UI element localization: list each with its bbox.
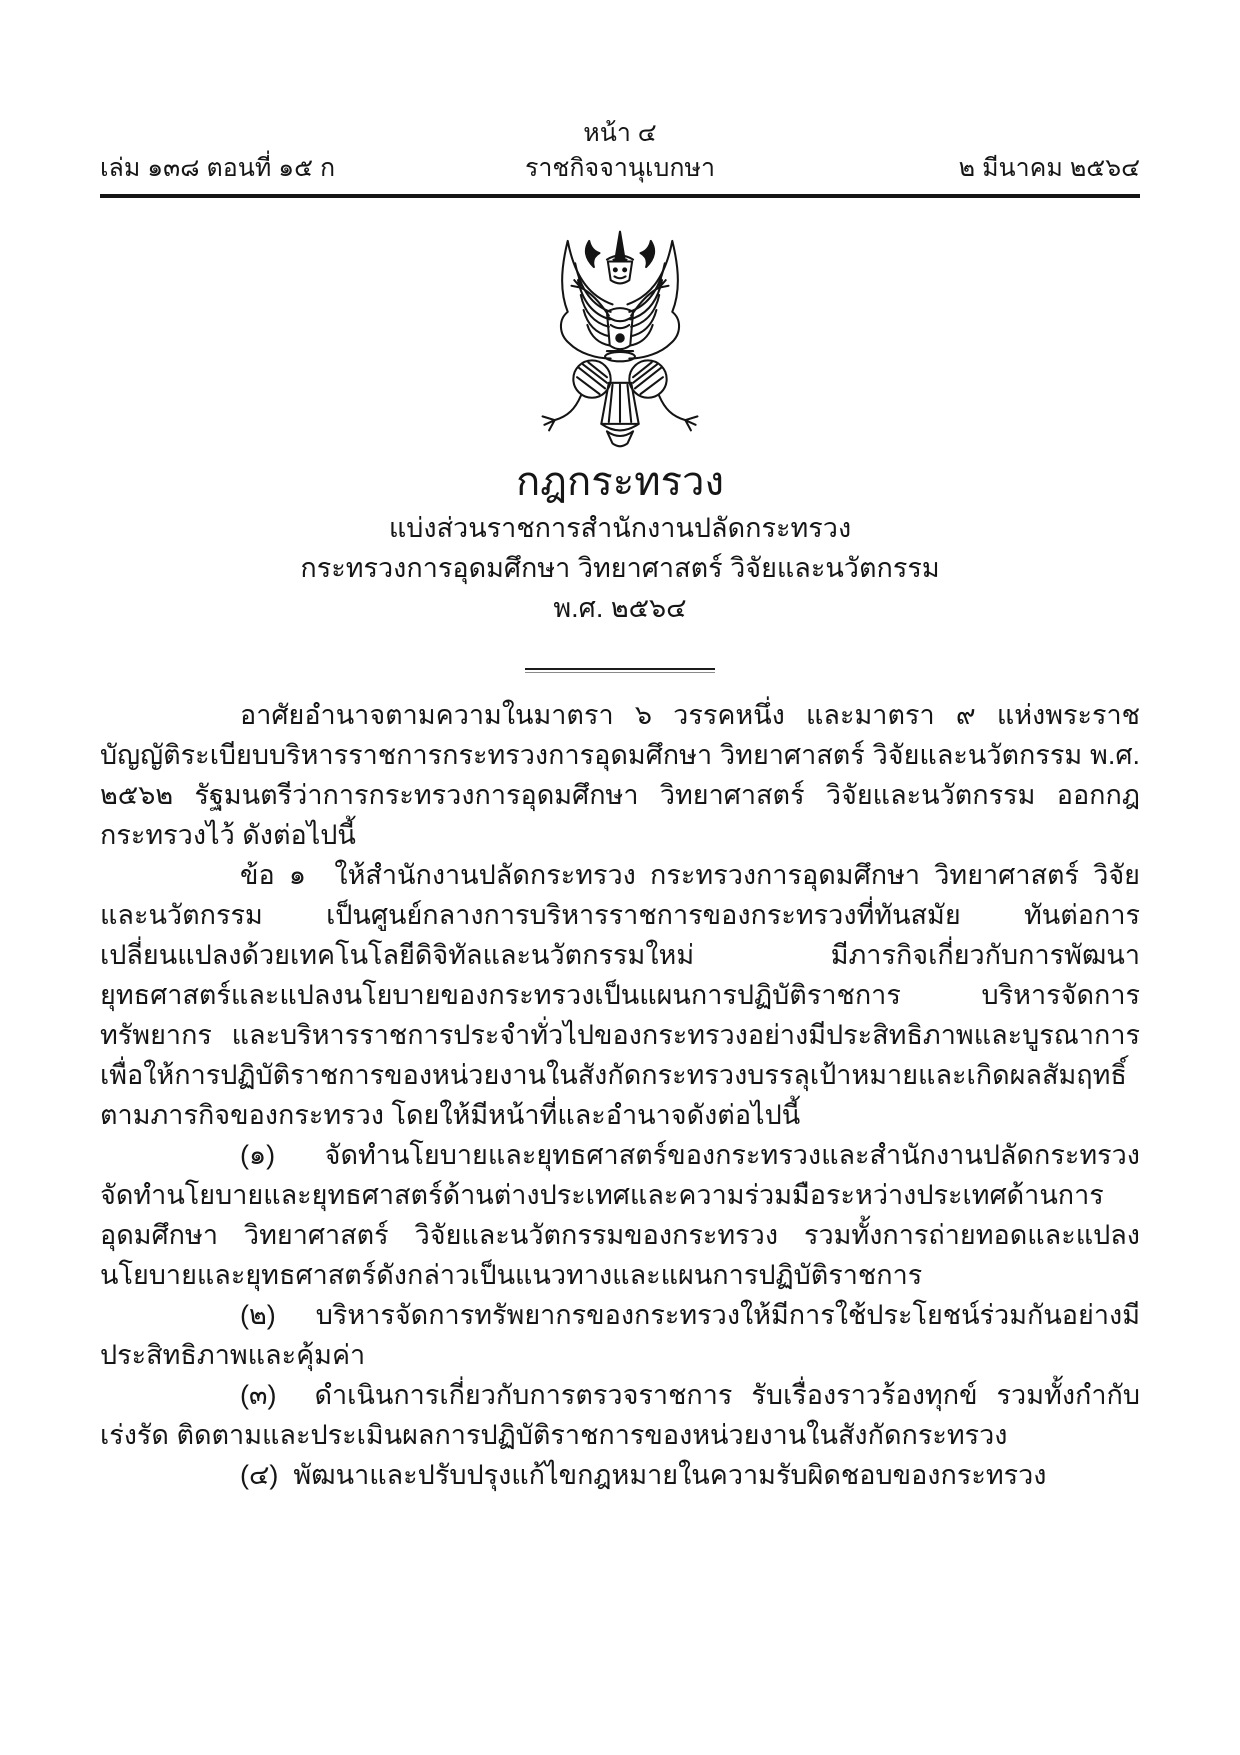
paragraph-item-1: (๑) จัดทำนโยบายและยุทธศาสตร์ของกระทรวงและสำนักงานปลัดกระทรวง จัดทำนโยบายและยุทธศาสตร์ด้านต่างประเทศและความร่วมมือระหว่างประเทศด้านการอุดมศึกษา วิทยาศาสตร์ วิจัยและนวัตกรรมของกระทรวง รวมทั้งการถ่ายทอดและแปลงนโยบายและยุทธศาสตร์ดังกล่าวเป็นแนวทางและแผนการปฏิบัติราชการ: [100, 1140, 1140, 1290]
publication-date-label: ๒ มีนาคม ๒๕๖๔: [958, 154, 1141, 182]
header-rule: [100, 194, 1140, 198]
document-subtitle-line-2: กระทรวงการอุดมศึกษา วิทยาศาสตร์ วิจัยและนวัตกรรม: [300, 553, 940, 583]
paragraph-item-3: (๓) ดำเนินการเกี่ยวกับการตรวจราชการ รับเรื่องราวร้องทุกข์ รวมทั้งกำกับ เร่งรัด ติดตามและประเมินผลการปฏิบัติราชการของหน่วยงานในสังกัดกระทรวง: [100, 1380, 1140, 1450]
paragraph-item-4: (๔) พัฒนาและปรับปรุงแก้ไขกฎหมายในความรับผิดชอบของกระทรวง: [240, 1460, 1047, 1490]
garuda-emblem-icon: [525, 226, 715, 450]
section-divider-rule: [525, 668, 715, 673]
document-body: [100, 695, 1140, 1495]
volume-issue-label: เล่ม ๑๓๘ ตอนที่ ๑๕ ก: [100, 154, 336, 182]
document-subtitle-line-1: แบ่งส่วนราชการสำนักงานปลัดกระทรวง: [388, 513, 852, 543]
gazette-title-label: ราชกิจจานุเบกษา: [524, 154, 716, 182]
document-title: กฎกระทรวง: [515, 460, 725, 504]
paragraph-clause-1: ข้อ ๑ ให้สำนักงานปลัดกระทรวง กระทรวงการอุดมศึกษา วิทยาศาสตร์ วิจัยและนวัตกรรม เป็นศูนย์กลางการบริหารราชการของกระทรวงที่ทันสมัย ทันต่อการเปลี่ยนแปลงด้วยเทคโนโลยีดิจิทัลและนวัตกรรมใหม่ มีภารกิจเกี่ยวกับการพัฒนายุทธศาสตร์และแปลงนโยบายของกระทรวงเป็นแผนการปฏิบัติราชการ บริหารจัดการทรัพยากร และบริหารราชการประจำทั่วไปของกระทรวงอย่างมีประสิทธิภาพและบูรณาการ เพื่อให้การปฏิบัติราชการของหน่วยงานในสังกัดกระทรวงบรรลุเป้าหมายและเกิดผลสัมฤทธิ์ตามภารกิจของกระทรวง โดยให้มีหน้าที่และอำนาจดังต่อไปนี้: [100, 860, 1140, 1130]
page-number-label: หน้า ๔: [583, 119, 657, 147]
paragraph-preamble: อาศัยอำนาจตามความในมาตรา ๖ วรรคหนึ่ง และมาตรา ๙ แห่งพระราชบัญญัติระเบียบบริหารราชการกระทรวงการอุดมศึกษา วิทยาศาสตร์ วิจัยและนวัตกรรม พ.ศ. ๒๕๖๒ รัฐมนตรีว่าการกระทรวงการอุดมศึกษา วิทยาศาสตร์ วิจัยและนวัตกรรม ออกกฎกระทรวงไว้ ดังต่อไปนี้: [100, 700, 1140, 850]
gazette-header-row: [100, 152, 1140, 194]
garuda-emblem: [525, 226, 715, 450]
paragraph-item-2: (๒) บริหารจัดการทรัพยากรของกระทรวงให้มีการใช้ประโยชน์ร่วมกันอย่างมีประสิทธิภาพและคุ้มค่า: [100, 1300, 1140, 1370]
document-year-line: พ.ศ. ๒๕๖๔: [553, 593, 687, 623]
